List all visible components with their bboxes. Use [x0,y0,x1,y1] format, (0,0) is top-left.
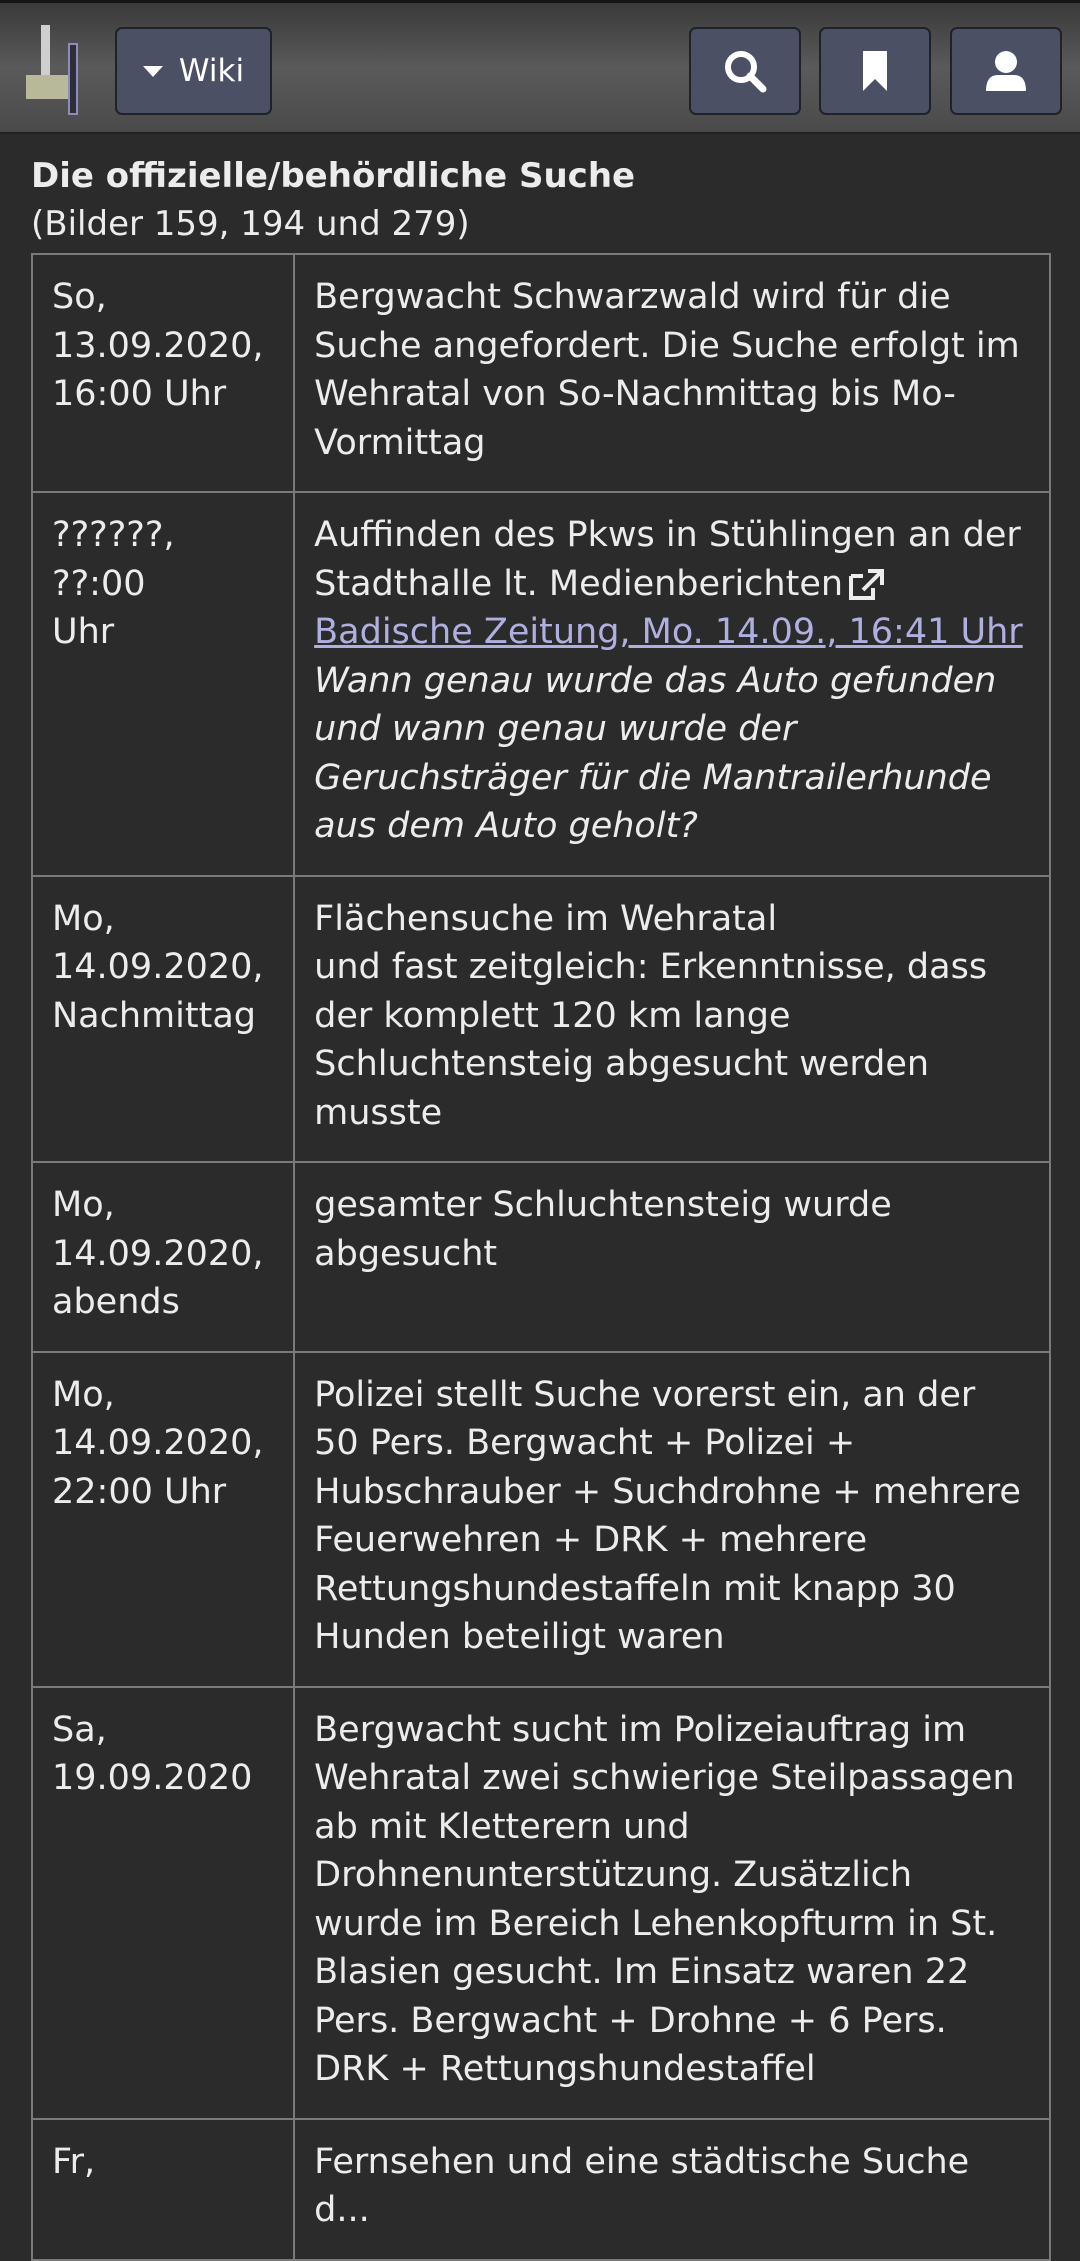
date-line: Mo, [52,1185,115,1225]
site-logo[interactable] [26,25,88,115]
timeline-table [31,253,1051,2261]
event-cell [294,1352,1050,1687]
date-cell [32,876,294,1163]
date-cell [32,1162,294,1352]
date-line: Sa, [52,1709,107,1750]
event-text: Polizei stellt Suche vorerst ein, an der 50 Pers. Bergwacht + Polizei + Hubschrauber + Suchdrohne + mehrere Feuerwehren + DRK + mehrere Rettungshundestaffeln mit knapp 30 Hunden beteiligt waren [314,1374,1021,1657]
external-link-icon [847,568,885,602]
date-line: 14.09.2020, [52,1423,264,1463]
table-row [32,1162,1050,1352]
question-note: Wann genau wurde das Auto gefunden und wann genau wurde der Geruchsträger für die Mantrailerhunde aus dem Auto geholt? [314,660,997,846]
date-cell [32,1352,294,1687]
bookmark-button[interactable] [819,27,931,115]
external-link[interactable]: Badische Zeitung, Mo. 14.09., 16:41 Uhr [314,612,1023,652]
main-content [31,152,1051,2261]
search-button[interactable] [689,27,801,115]
caret-down-icon [143,66,163,77]
event-text: Flächensuche im Wehratal [314,898,778,939]
search-icon [723,49,767,93]
event-text: und fast zeitgleich: Erkenntnisse, dass der komplett 120 km lange Schluchtensteig abgesucht werden musste [314,947,988,1133]
date-line: Mo, [52,1374,115,1415]
event-cell [294,492,1050,876]
user-button[interactable] [950,27,1062,115]
date-line: ??????, ??:00 [52,515,175,604]
date-cell [32,492,294,876]
date-line: 19.09.2020 [52,1758,253,1798]
date-line: 14.09.2020, [52,947,264,987]
event-text: Bergwacht Schwarzwald wird für die Suche angefordert. Die Suche erfolgt im Wehratal von So-Nachmittag bis Mo-Vormittag [314,277,1020,463]
section-title: Die offizielle/behördliche Suche [31,156,636,196]
section-subtitle: (Bilder 159, 194 und 279) [31,204,470,244]
date-cell [32,254,294,492]
top-bar [0,0,1080,134]
bookmark-icon [862,50,888,92]
event-cell [294,254,1050,492]
table-row [32,1687,1050,2119]
event-text: Fernsehen und eine städtische Suche d... [314,2141,970,2230]
event-cell [294,876,1050,1163]
date-line: 22:00 Uhr [52,1471,227,1512]
table-row [32,2119,1050,2260]
table-row [32,492,1050,876]
date-line: Nachmittag [52,995,256,1036]
date-line: Fr, [52,2141,96,2182]
event-cell [294,1687,1050,2119]
table-row [32,254,1050,492]
date-line: 13.09.2020, [52,325,264,366]
event-cell [294,2119,1050,2260]
event-text: gesamter Schluchtensteig wurde abgesucht [314,1185,892,1274]
date-cell [32,1687,294,2119]
event-cell [294,1162,1050,1352]
table-row [32,1352,1050,1687]
date-line: Uhr [52,612,115,652]
date-line: 16:00 Uhr [52,374,227,414]
date-line: abends [52,1282,180,1322]
user-icon [984,49,1028,93]
event-text: Bergwacht sucht im Polizeiauftrag im Wehratal zwei schwierige Steilpassagen ab mit Kletterern und Drohnenunterstützung. Zusätzlich wurde im Bereich Lehenkopfturm in St. Blasien gesucht. Im Einsatz waren 22 Pers. Bergwacht + Drohne + 6 Pers. DRK + Rettungshundestaffel [314,1709,1015,2089]
date-cell [32,2119,294,2260]
date-line: 14.09.2020, [52,1233,264,1274]
table-row [32,876,1050,1163]
date-line: Mo, [52,898,115,939]
wiki-label: Wiki [178,53,245,89]
event-text: Auffinden des Pkws in Stühlingen an der Stadthalle lt. Medienberichten [314,515,1021,604]
wiki-menu-button[interactable] [115,27,272,115]
date-line: So, [52,277,107,317]
